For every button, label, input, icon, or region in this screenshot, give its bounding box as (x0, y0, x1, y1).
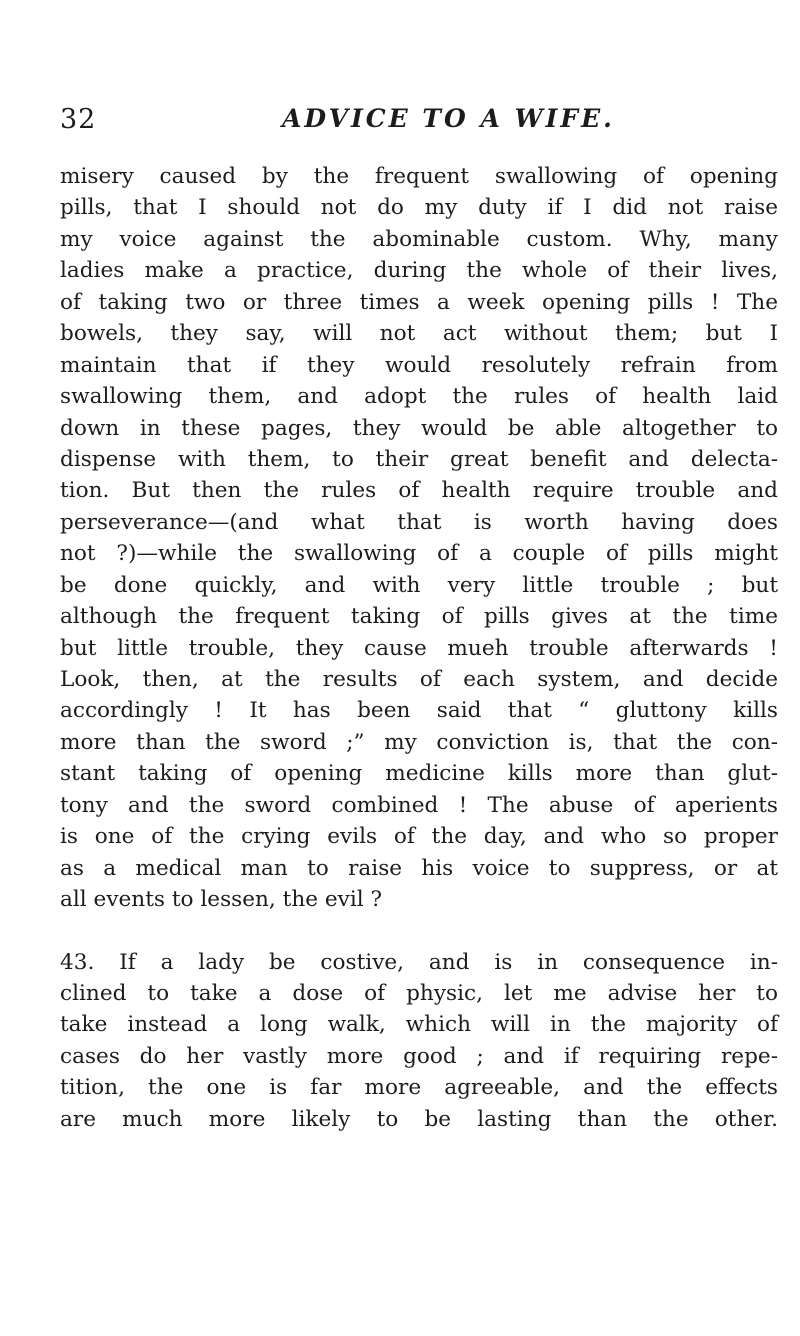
text-line: Look, then, at the results of each system, and decide (60, 667, 778, 692)
text-line: down in these pages, they would be able altogether to (60, 415, 778, 441)
paragraph-gap (60, 916, 778, 947)
text-line: misery caused by the frequent swallowing of opening (60, 164, 778, 189)
text-line: tony and the sword combined ! The abuse of aperients (60, 792, 778, 818)
text-line: dispense with them, to their great benefit and delecta- (60, 446, 778, 472)
text-line: tion. But then the rules of health require trouble and (60, 478, 778, 504)
text-line: of taking two or three times a week opening pills ! The (60, 289, 778, 315)
text-line: stant taking of opening medicine kills more than glut- (60, 761, 778, 787)
body-text (60, 161, 778, 1135)
text-line: take instead a long walk, which will in the majority of (60, 1012, 778, 1038)
page-number: 32 (60, 104, 97, 135)
paragraph-2 (60, 947, 778, 1136)
text-line: 43. If a lady be costive, and is in consequence in- (60, 949, 778, 975)
text-line: my voice against the abominable custom. Why, many (60, 226, 778, 252)
text-line: all events to lessen, the evil ? (60, 887, 383, 913)
text-line: swallowing them, and adopt the rules of health laid (60, 384, 778, 410)
text-line: more than the sword ;” my conviction is, that the con- (60, 729, 778, 755)
text-line: as a medical man to raise his voice to suppress, or at (60, 855, 778, 881)
text-line: pills, that I should not do my duty if I did not raise (60, 195, 778, 221)
running-head (60, 104, 760, 144)
text-line: is one of the crying evils of the day, and who so proper (60, 824, 778, 850)
text-line: accordingly ! It has been said that “ gluttony kills (60, 698, 778, 724)
text-line: clined to take a dose of physic, let me advise her to (60, 980, 778, 1006)
text-line: be done quickly, and with very little trouble ; but (60, 572, 778, 598)
text-line: ladies make a practice, during the whole of their lives, (60, 258, 778, 284)
text-line: tition, the one is far more agreeable, and the effects (60, 1075, 778, 1101)
text-line: bowels, they say, will not act without them; but I (60, 321, 778, 347)
text-line: not ?)—while the swallowing of a couple of pills might (60, 541, 778, 567)
text-line: are much more likely to be lasting than the other. (60, 1106, 778, 1132)
text-line: cases do her vastly more good ; and if requiring repe- (60, 1043, 778, 1069)
running-title: ADVICE TO A WIFE. (282, 104, 615, 133)
text-line: maintain that if they would resolutely refrain from (60, 352, 778, 378)
text-line: perseverance—(and what that is worth having does (60, 509, 778, 535)
paragraph-1 (60, 161, 778, 916)
text-line: but little trouble, they cause mueh trouble afterwards ! (60, 635, 778, 661)
text-line: although the frequent taking of pills gives at the time (60, 604, 778, 630)
